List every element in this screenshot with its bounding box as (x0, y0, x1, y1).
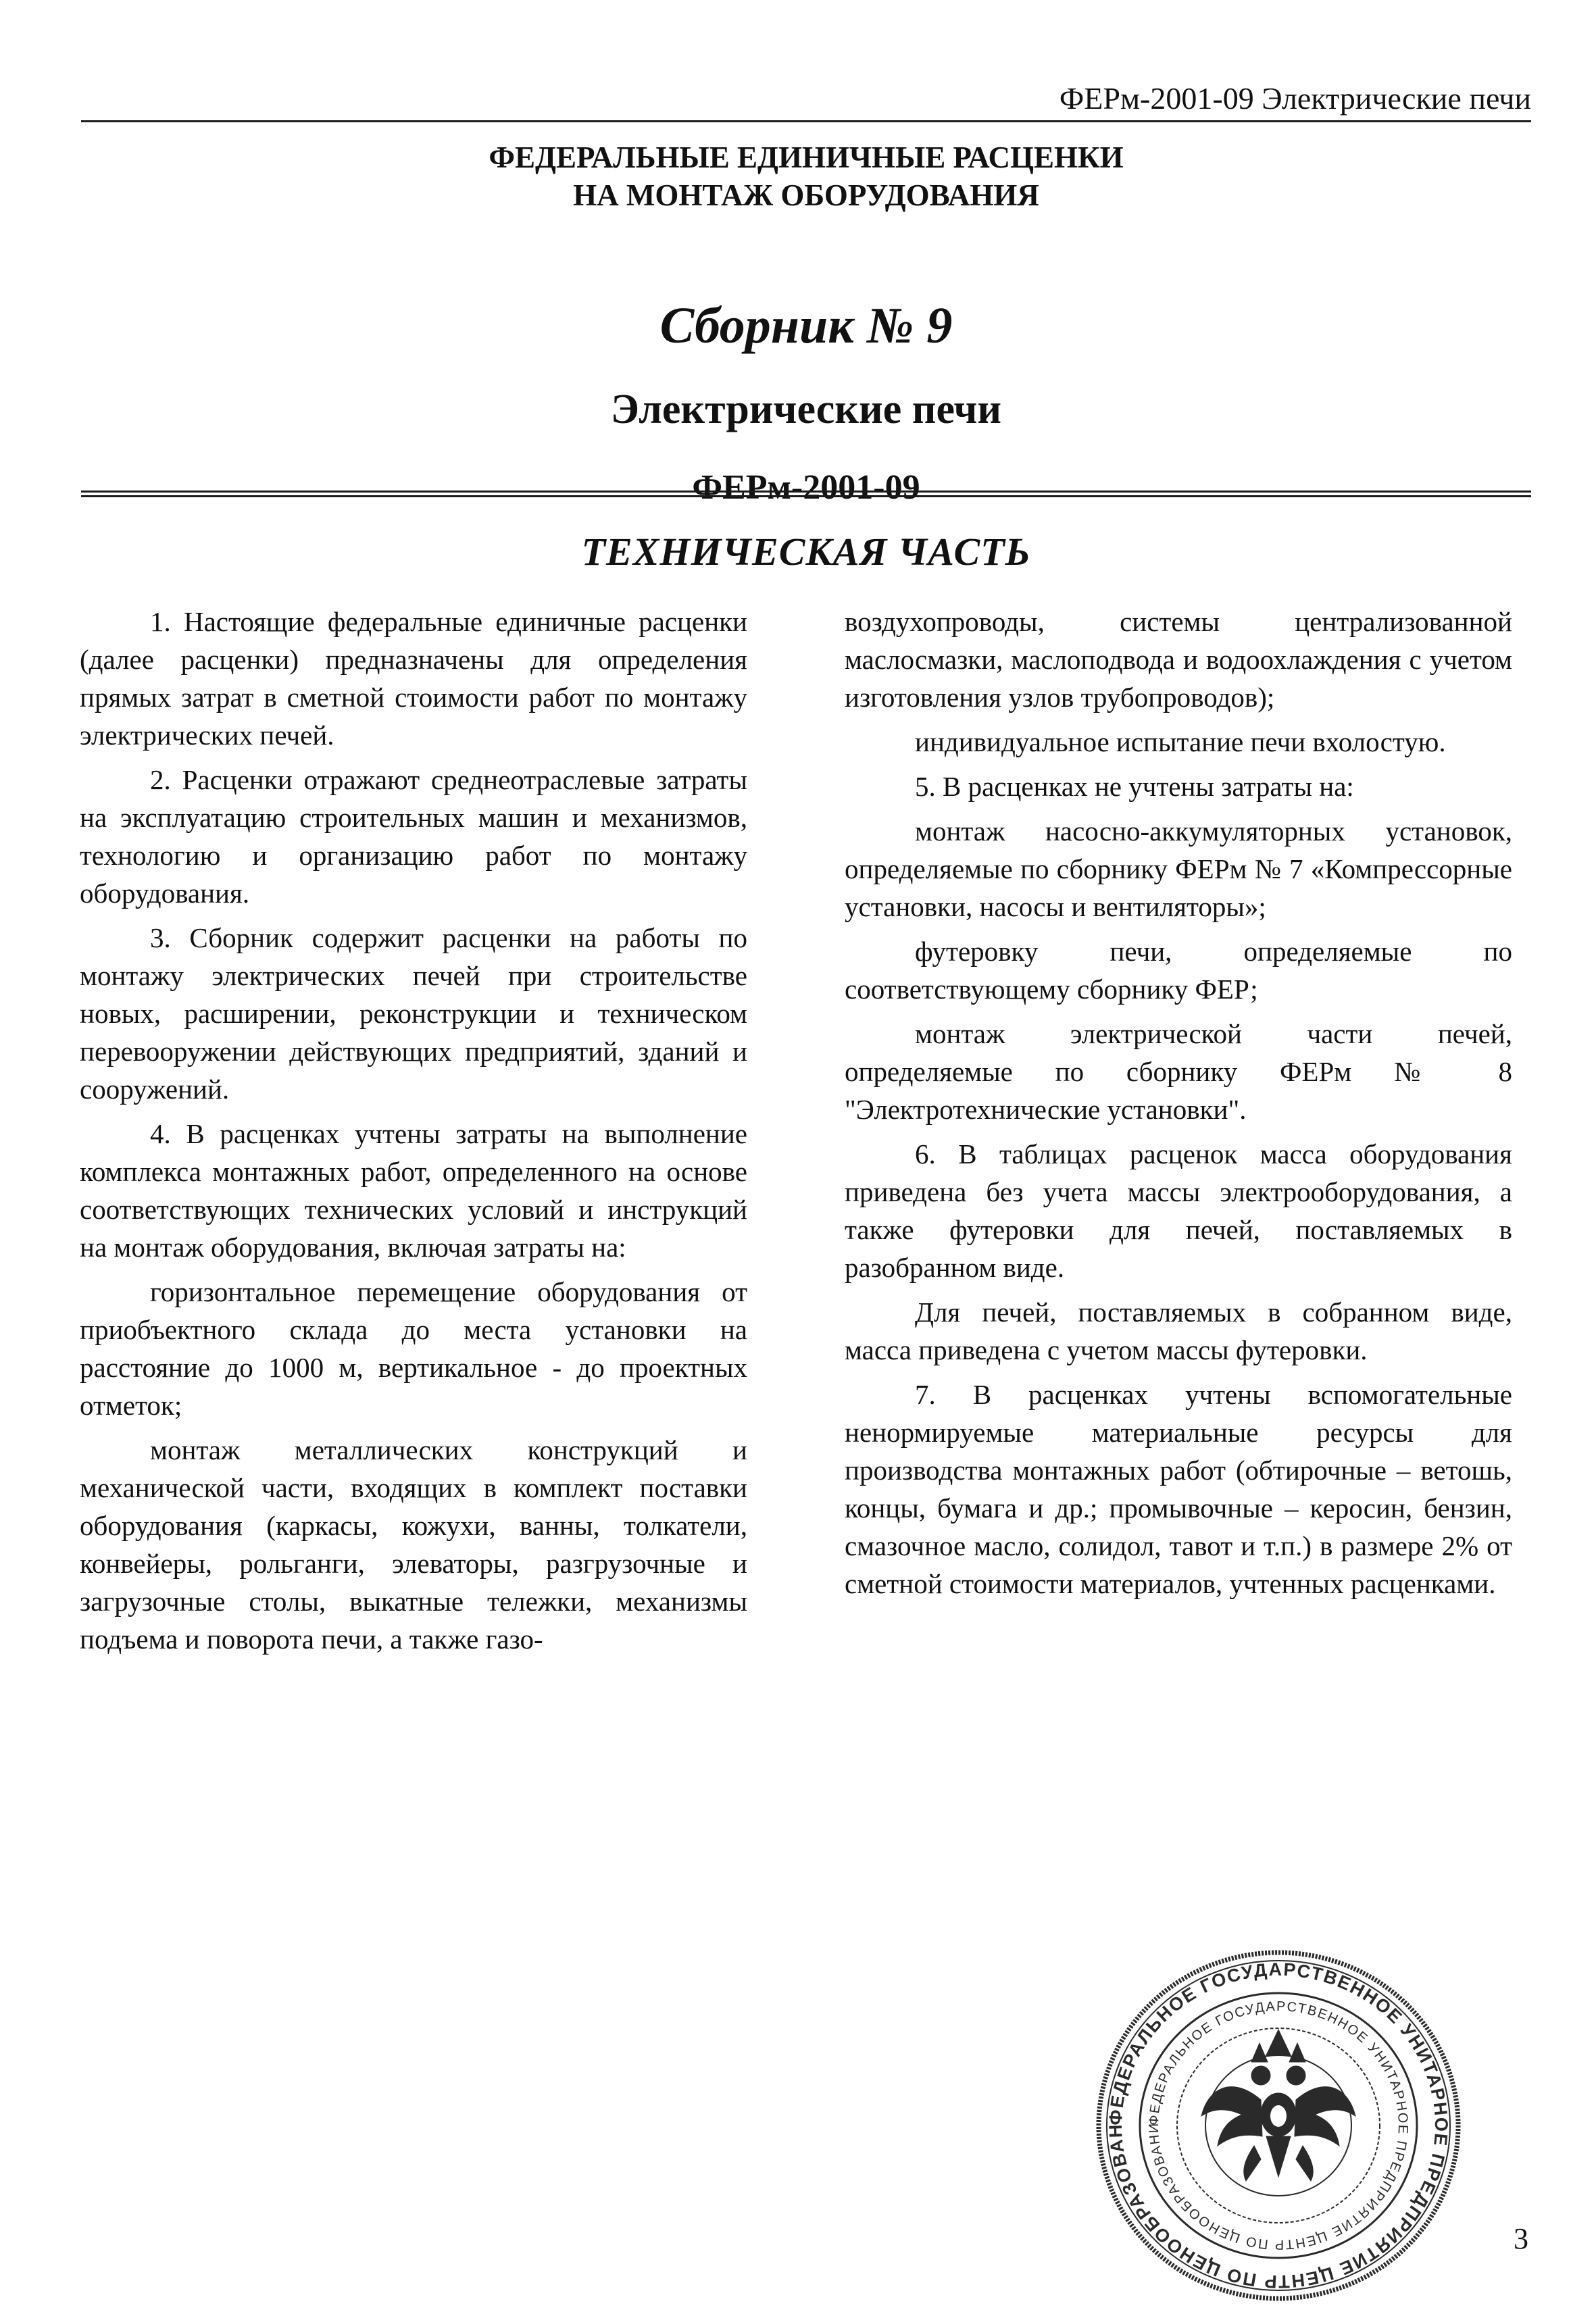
double-rule-divider (81, 491, 1531, 497)
paragraph-4: 4. В расценках учтены затраты на выполнение комплекса монтажных работ, определенного на основе соответствующих технических условий и инструкций на монтаж оборудования, включая затраты на: (80, 1118, 747, 1263)
paragraph-6: 6. В таблицах расценок масса оборудования приведена без учета массы электрооборудования, а также футеровки для печей, поставляемых в разобранном виде. (845, 1138, 1512, 1283)
paragraph-2: 2. Расценки отражают среднеотраслевые затраты на эксплуатацию строительных машин и механизмов, технологию и организацию работ по монтажу оборудования. (80, 764, 747, 909)
svg-text:ФЕДЕРАЛЬНОЕ ГОСУДАРСТВЕННОЕ УН: ФЕДЕРАЛЬНОЕ ГОСУДАРСТВЕННОЕ УНИТАРНОЕ ПРЕДПРИЯТИЕ ЦЕНТР ПО ЦЕНООБРАЗОВАНИ (1146, 1998, 1411, 2253)
paragraph-1: 1. Настоящие федеральные единичные расценки (далее расценки) предназначены для определения прямых затрат в сметной стоимости работ по монтажу электрических печей. (80, 606, 747, 751)
running-header: ФЕРм-2001-09 Электрические печи (81, 80, 1531, 122)
page-number: 3 (1514, 2222, 1528, 2255)
paragraph-continuation: воздухопроводы, системы централизованной маслосмазки, маслоподвода и водоохлаждения с учетом изготовления узлов трубопроводов); (845, 606, 1512, 713)
section-title: ТЕХНИЧЕСКАЯ ЧАСТЬ (581, 530, 1031, 574)
collection-title: Сборник № 9 (659, 297, 953, 354)
left-column (80, 603, 747, 1665)
right-column (845, 603, 1512, 1609)
paragraph-6-assembled: Для печей, поставляемых в собранном виде, масса приведена с учетом массы футеровки. (845, 1297, 1512, 1365)
document-code: ФЕРм-2001-09 (692, 468, 920, 507)
paragraph-5: 5. В расценках не учтены затраты на: (915, 771, 1354, 802)
svg-text:ФЕДЕРАЛЬНОЕ ГОСУДАРСТВЕННОЕ УН: ФЕДЕРАЛЬНОЕ ГОСУДАРСТВЕННОЕ УНИТАРНОЕ ПРЕДПРИЯТИЕ ЦЕНТР ПО ЦЕНООБРАЗОВАН (1105, 1959, 1452, 2292)
main-title-line-2: НА МОНТАЖ ОБОРУДОВАНИЯ (573, 178, 1039, 212)
paragraph-4-item-testing: индивидуальное испытание печи вхолостую. (915, 726, 1446, 757)
paragraph-4-item-movement: горизонтальное перемещение оборудования от приобъектного склада до места установки на расстояние до 1000 м, вертикальное - до проектных отметок; (80, 1276, 747, 1421)
paragraph-5-item-pumps: монтаж насосно-аккумуляторных установок, определяемые по сборнику ФЕРм № 7 «Компрессорные установки, насосы и вентиляторы»; (845, 815, 1512, 922)
official-stamp (1089, 1943, 1468, 2308)
paragraph-5-item-lining: футеровку печи, определяемые по соответствующему сборнику ФЕР; (845, 936, 1512, 1005)
paragraph-7: 7. В расценках учтены вспомогательные ненормируемые материальные ресурсы для производства монтажных работ (обтирочные – ветошь, концы, бумага и др.; промывочные – керосин, бензин, смазочное масло, солидол, тавот и т.п.) в размере 2% от сметной стоимости материалов, учтенных расценками. (845, 1379, 1512, 1599)
stamp-seal-icon (1089, 1943, 1468, 2308)
title-block (81, 139, 1531, 509)
paragraph-3: 3. Сборник содержит расценки на работы по монтажу электрических печей при строительстве новых, расширении, реконструкции и техническом перевооружении действующих предприятий, зданий и сооружений. (80, 922, 747, 1105)
paragraph-5-item-electrical: монтаж электрической части печей, определяемые по сборнику ФЕРм № 8 "Электротехнические установки". (845, 1018, 1512, 1125)
main-title-line-1: ФЕДЕРАЛЬНЫЕ ЕДИНИЧНЫЕ РАСЦЕНКИ (489, 141, 1124, 174)
paragraph-4-item-mounting: монтаж металлических конструкций и механической части, входящих в комплект поставки оборудования (каркасы, кожухи, ванны, толкатели, конвейеры, рольганги, элеваторы, разгрузочные и загрузочные столы, выкатные тележки, механизмы подъема и поворота печи, а также газо- (80, 1434, 747, 1655)
subject-title: Электрические печи (610, 386, 1002, 432)
